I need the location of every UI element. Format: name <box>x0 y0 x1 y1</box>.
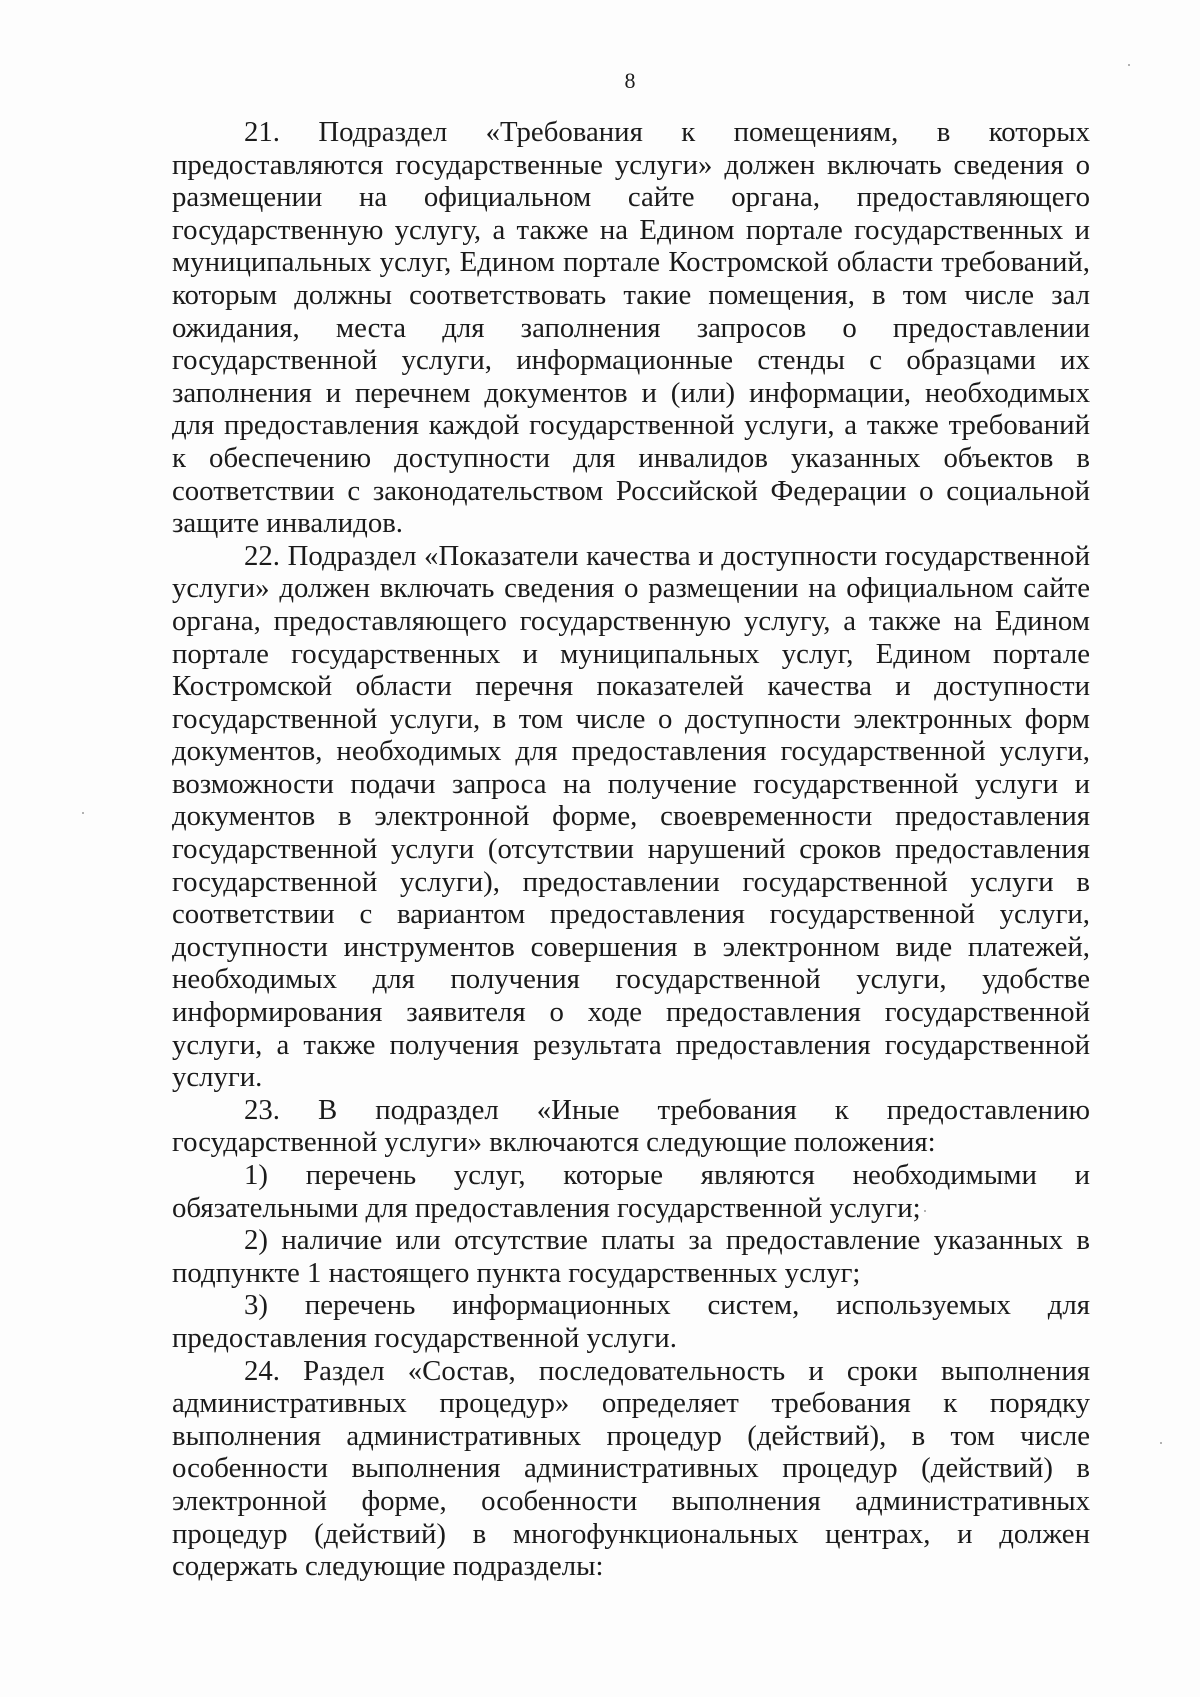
scan-speck <box>1160 1442 1162 1444</box>
scan-speck <box>1128 64 1130 66</box>
paragraph-24: 24. Раздел «Состав, последовательность и сроки выполнения административных процедур» определяет требования к порядку выполнения административных процедур (действий), в том числе особенности выполнения административных процедур (действий) в электронной форме, особенности выполнения административных процедур (действий) в многофункциональных центрах, и должен содержать следующие подразделы: <box>172 1354 1090 1583</box>
scan-speck <box>82 812 84 814</box>
paragraph-22: 22. Подраздел «Показатели качества и доступности государственной услуги» должен включать сведения о размещении на официальном сайте органа, предоставляющего государственную услугу, а также на Едином портале государственных и муниципальных услуг, Едином портале Костромской области перечня показателей качества и доступности государственной услуги, в том числе о доступности электронных форм документов, необходимых для предоставления государственной услуги, возможности подачи запроса на получение государственной услуги и документов в электронной форме, своевременности предоставления государственной услуги (отсутствии нарушений сроков предоставления государственной услуги), предоставлении государственной услуги в соответствии с вариантом предоставления государственной услуги, доступности инструментов совершения в электронном виде платежей, необходимых для получения государственной услуги, удобстве информирования заявителя о ходе предоставления государственной услуги, а также получения результата предоставления государственной услуги. <box>172 539 1090 1094</box>
list-item-2: 2) наличие или отсутствие платы за предоставление указанных в подпункте 1 настоящего пункта государственных услуг; <box>172 1224 1090 1289</box>
list-item-3: 3) перечень информационных систем, используемых для предоставления государственной услуги. <box>172 1289 1090 1354</box>
paragraph-21: 21. Подраздел «Требования к помещениям, в которых предоставляются государственные услуги» должен включать сведения о размещении на официальном сайте органа, предоставляющего государственную услугу, а также на Едином портале государственных и муниципальных услуг, Едином портале Костромской области требований, которым должны соответствовать такие помещения, в том числе зал ожидания, места для заполнения запросов о предоставлении государственной услуги, информационные стенды с образцами их заполнения и перечнем документов и (или) информации, необходимых для предоставления каждой государственной услуги, а также требований к обеспечению доступности для инвалидов указанных объектов в соответствии с законодательством Российской Федерации о социальной защите инвалидов. <box>172 116 1090 540</box>
paragraph-23: 23. В подраздел «Иные требования к предоставлению государственной услуги» включаются следующие положения: <box>172 1093 1090 1159</box>
document-body <box>172 116 1090 1583</box>
list-item-1: 1) перечень услуг, которые являются необходимыми и обязательными для предоставления государственной услуги; <box>172 1159 1090 1224</box>
scan-speck <box>924 1210 926 1212</box>
page-number: 8 <box>624 68 636 93</box>
